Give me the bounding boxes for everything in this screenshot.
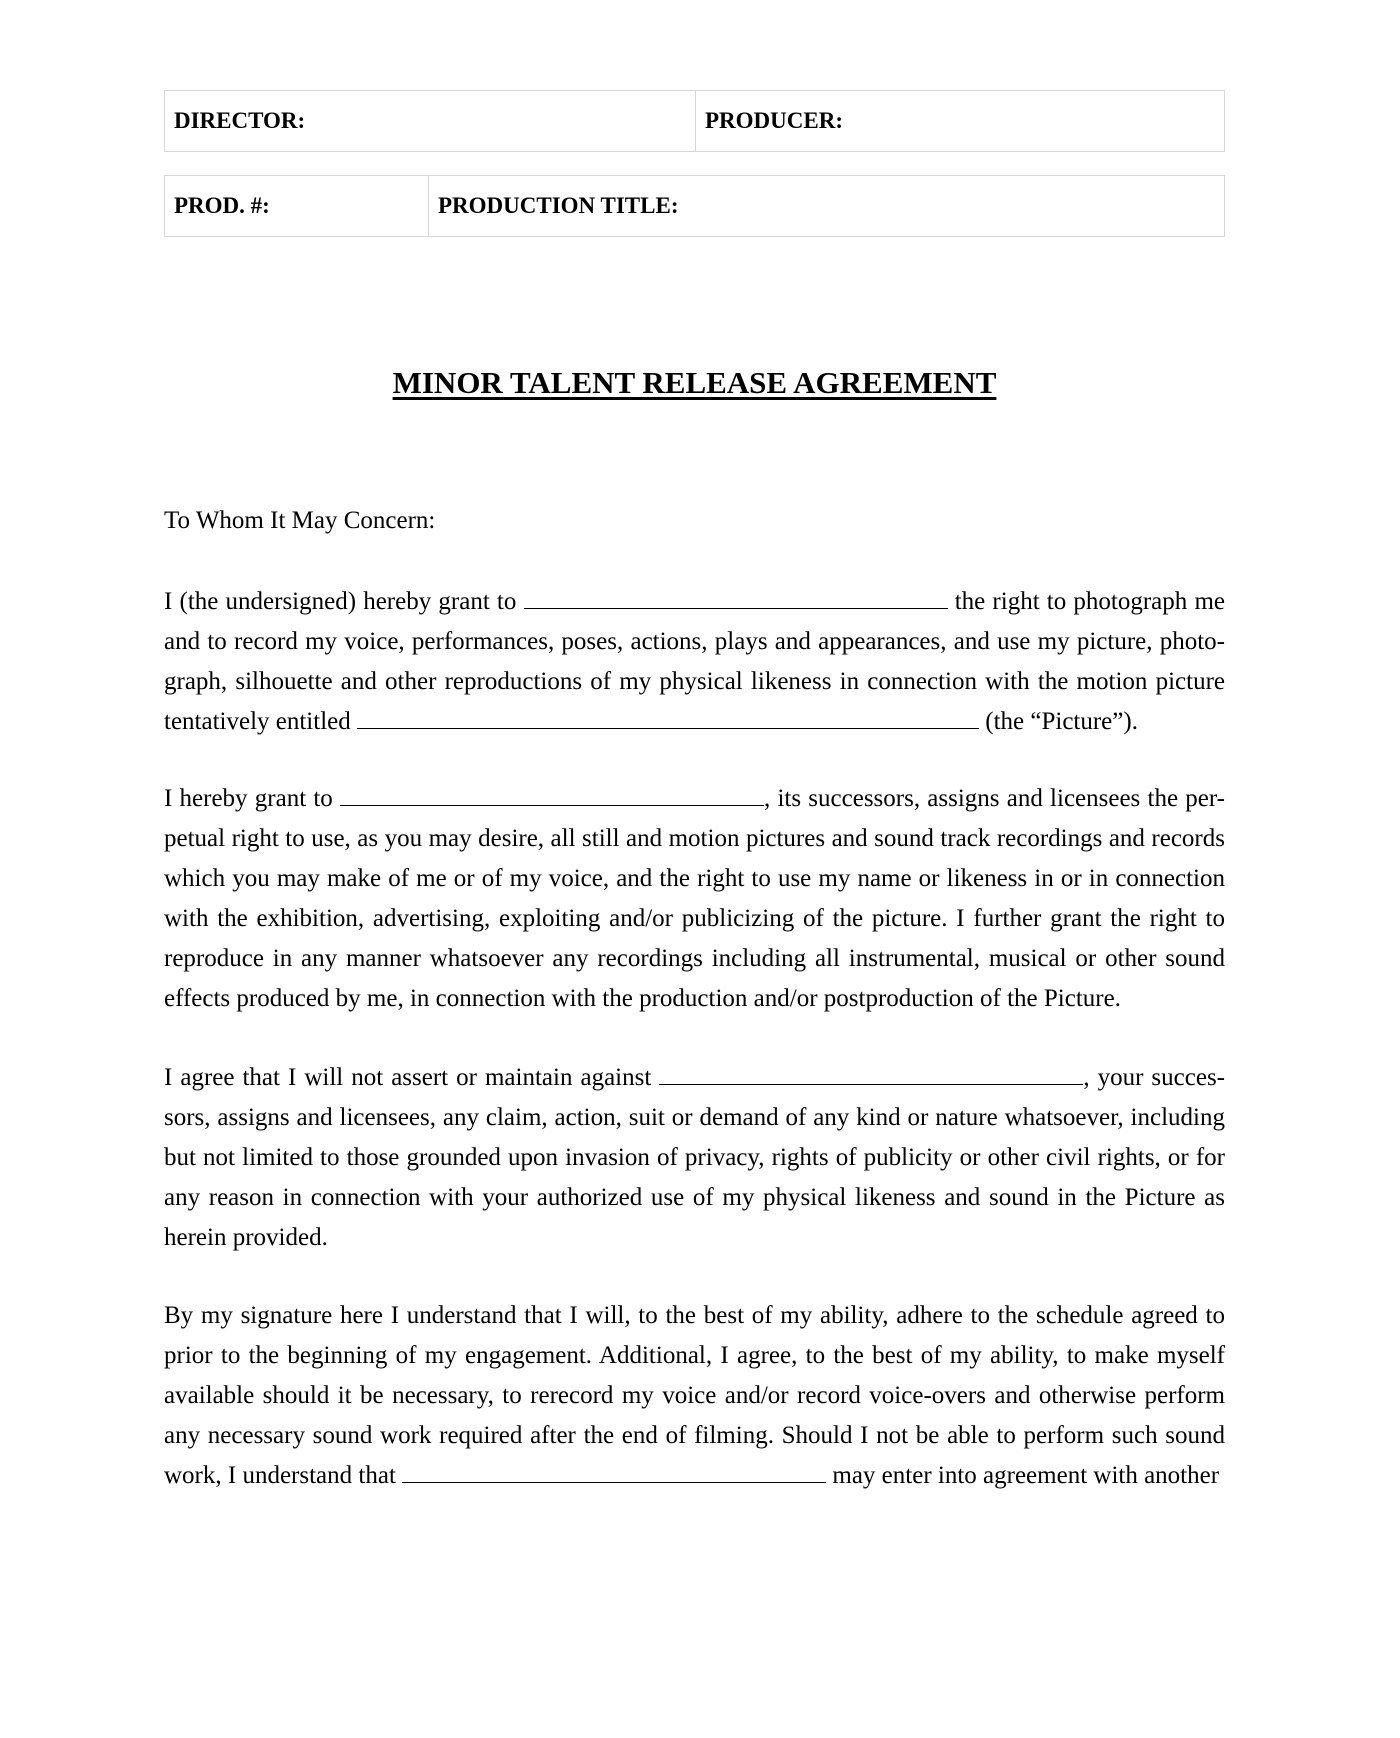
sound-work-party-blank[interactable] <box>402 1460 826 1483</box>
paragraph-grant-photograph <box>164 582 1225 742</box>
claims-party-blank[interactable] <box>659 1062 1083 1085</box>
producer-field[interactable] <box>695 91 1224 151</box>
paragraph3-text-start: I agree that I will not assert or maintain against <box>164 1064 660 1091</box>
picture-title-blank[interactable] <box>357 706 979 729</box>
paragraph-schedule-sound-work <box>164 1296 1225 1496</box>
paragraph2-text-end: , its successors, assigns and licensees the per-petual right to use, as you may desire, all still and motion pictures and sound track recordings and records which you may make of me or of my voice, and the right to use my name or likeness in or in connection with the exhibition, advertising, exploiting and/or publicizing of the picture. I further grant the right to reproduce in any manner whatsoever any recordings including all instrumental, musical or other sound effects produced by me, in connection with the production and/or postproduction of the Picture. <box>164 785 1226 1012</box>
paragraph2-text-start: I hereby grant to <box>164 785 341 812</box>
production-title-field[interactable] <box>428 176 1224 236</box>
paragraph4-text-end: may enter into agreement with another <box>826 1462 1220 1489</box>
paragraph1-text-middle: the right to photograph me and to record my voice, performances, poses, actions, plays and appearances, and use my picture, photo-graph, silhouette and other reproductions of my physical likeness in connection with the motion picture tentatively entitled <box>164 588 1225 735</box>
production-title-label: PRODUCTION TITLE: <box>438 193 679 218</box>
director-field[interactable] <box>165 91 695 151</box>
grantee-name-blank[interactable] <box>524 586 948 609</box>
paragraph-no-claims <box>164 1058 1225 1258</box>
prod-number-field[interactable] <box>165 176 428 236</box>
director-label: DIRECTOR: <box>174 108 306 133</box>
document-title: MINOR TALENT RELEASE AGREEMENT <box>392 365 997 400</box>
producer-label: PRODUCER: <box>705 108 843 133</box>
header-row-production <box>164 175 1225 237</box>
prod-number-label: PROD. #: <box>174 193 270 218</box>
rights-grantee-blank[interactable] <box>340 783 764 806</box>
paragraph1-text-end: (the “Picture”). <box>979 708 1138 735</box>
paragraph-grant-rights <box>164 779 1225 1019</box>
paragraph3-text-end: , your succes-sors, assigns and licensees, any claim, action, suit or demand of any kind or nature whatsoever, including but not limited to those grounded upon invasion of privacy, rights of publicity or other civil rights, or for any reason in connection with your authorized use of my physical likeness and sound in the Picture as herein provided. <box>164 1064 1225 1251</box>
paragraph1-text-start: I (the undersigned) hereby grant to <box>164 588 524 615</box>
paragraph4-text-start: By my signature here I understand that I will, to the best of my ability, adhere to the schedule agreed to prior to the beginning of my engagement. Additional, I agree, to the best of my ability, to make myself available should it be necessary, to rerecord my voice and/or record voice-overs and otherwise perform any necessary sound work required after the end of filming. Should I not be able to perform such sound work, I understand that <box>164 1302 1225 1489</box>
salutation: To Whom It May Concern: <box>164 507 436 534</box>
header-row-director-producer <box>164 90 1225 152</box>
